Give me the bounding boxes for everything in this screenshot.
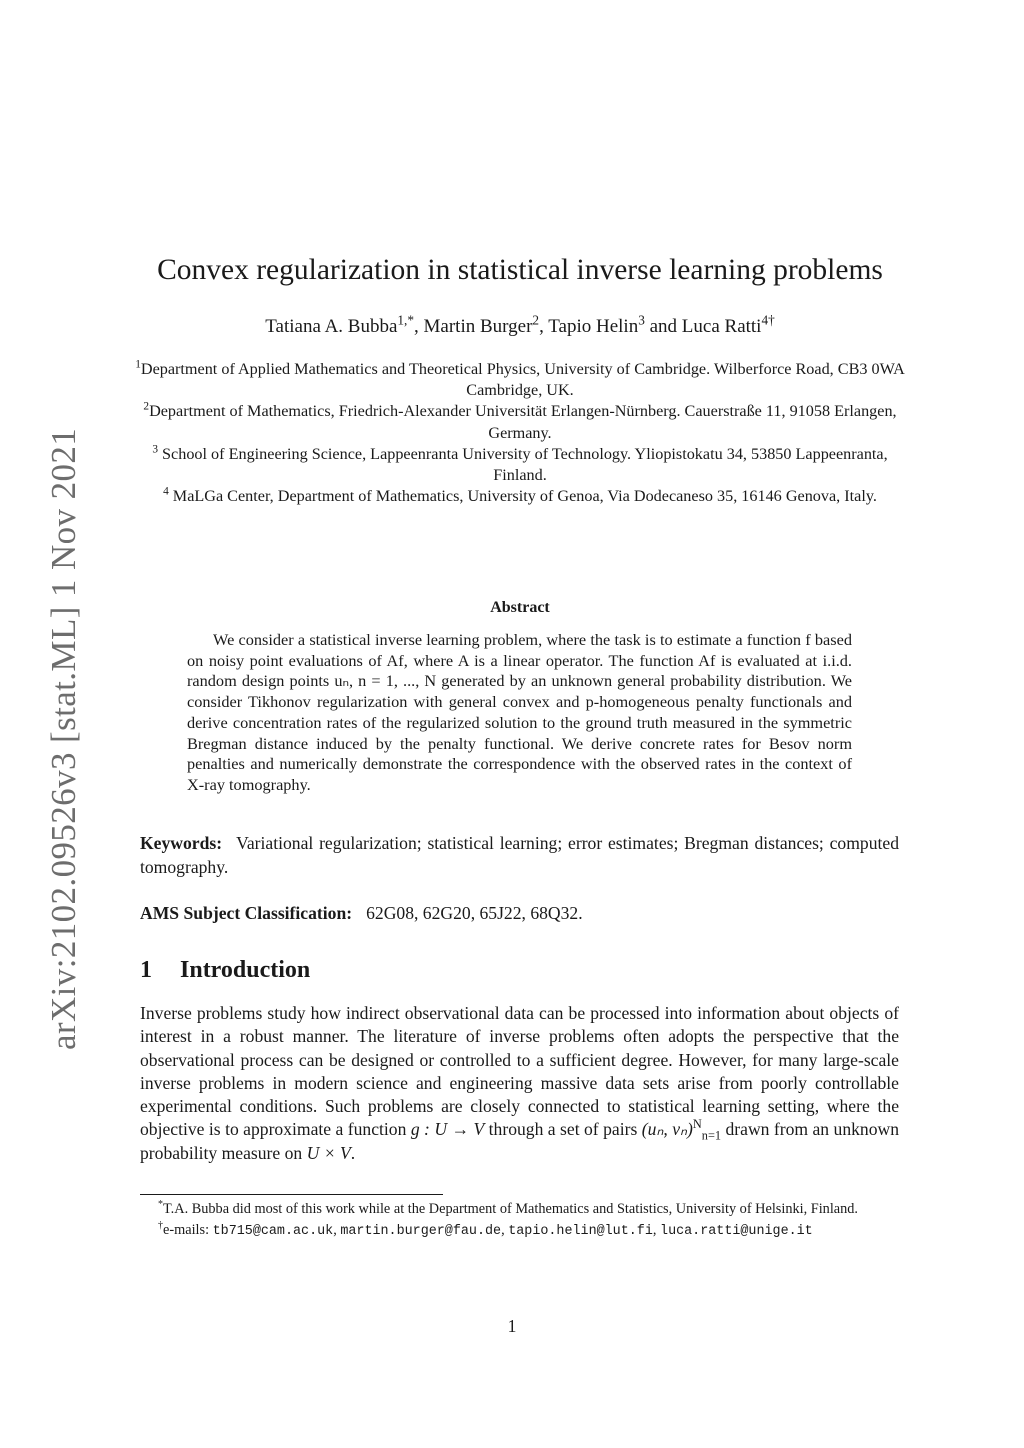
author-list: [120, 312, 920, 339]
ams-classification: [140, 902, 899, 926]
abstract-heading: Abstract: [490, 599, 550, 616]
math-pairs-lower: n=1: [701, 1129, 722, 1143]
author-name: Martin Burger: [423, 316, 533, 337]
footnote-emails: [140, 1221, 899, 1241]
author-mark: 4†: [761, 312, 775, 328]
affiliation-mark: 4: [163, 485, 169, 498]
paper-title: Convex regularization in statistical inverse learning problems: [157, 254, 883, 286]
keywords-label: Keywords:: [140, 833, 223, 853]
section-title: Introduction: [180, 957, 311, 983]
affiliation-text: Department of Mathematics, Friedrich-Alexander Universität Erlangen-Nürnberg. Cauerstraße 11, 91058 Erlangen, Germany.: [149, 402, 897, 442]
affiliation-text: MaLGa Center, Department of Mathematics, University of Genoa, Via Dodecaneso 35, 16146 Genova, Italy.: [168, 487, 877, 506]
affiliation-mark: 3: [152, 443, 158, 456]
section-number: 1: [140, 957, 152, 983]
email-link[interactable]: martin.burger@fau.de: [340, 1224, 502, 1239]
arxiv-stamp: arXiv:2102.09526v3 [stat.ML] 1 Nov 2021: [44, 427, 83, 1050]
intro-text: drawn from an unknown probability measure on: [140, 1119, 900, 1163]
keywords: [140, 832, 899, 879]
intro-text: .: [350, 1142, 356, 1163]
footnote-text: T.A. Bubba did most of this work while at the Department of Mathematics and Statistics, University of Helsinki, Finland.: [163, 1201, 859, 1217]
affiliation: [130, 486, 910, 507]
affiliation-list: [130, 359, 910, 507]
affiliation: [130, 401, 910, 443]
math-pairs-upper: N: [692, 1117, 702, 1132]
footnote-mark: †: [158, 1220, 163, 1232]
email-separator: ,: [652, 1222, 661, 1238]
abstract-text: We consider a statistical inverse learning problem, where the task is to estimate a function f based on noisy point evaluations of Af, where A is a linear operator. The function Af is evaluated at i.i.d. random design points uₙ, n = 1, ..., N generated by an unknown general probability distribution. We consider Tikhonov regularization with general convex and p-homogeneous penalty functionals and derive concentration rates of the regularized solution to the ground truth measured in the symmetric Bregman distance induced by the penalty functional. We derive concrete rates for Besov norm penalties and numerically demonstrate the correspondence with the observed rates in the context of X-ray tomography.: [187, 630, 852, 794]
author-separator: ,: [414, 316, 424, 337]
author-mark: 3: [638, 312, 645, 328]
affiliation-text: Department of Applied Mathematics and Theoretical Physics, University of Cambridge. Wilberforce Road, CB3 0WA Cambridge, UK.: [140, 360, 905, 400]
math-space: U × V: [306, 1142, 351, 1163]
abstract: [187, 630, 852, 796]
page-number: 1: [507, 1316, 517, 1336]
ams-text: 62G08, 62G20, 65J22, 68Q32.: [366, 903, 583, 923]
affiliation: [130, 359, 910, 401]
affiliation-mark: 2: [143, 401, 150, 414]
ams-label: AMS Subject Classification:: [140, 903, 353, 923]
affiliation-mark: 1: [135, 358, 141, 371]
math-pairs: (uₙ, vₙ): [641, 1119, 693, 1140]
affiliation-text: School of Engineering Science, Lappeenranta University of Technology. Yliopistokatu 34, 53850 Lappeenranta, Finland.: [158, 444, 888, 485]
intro-text: through a set of pairs: [484, 1119, 642, 1140]
author-name: Luca Ratti: [681, 316, 762, 337]
email-separator: ,: [333, 1222, 341, 1238]
author-name: Tatiana A. Bubba: [265, 316, 398, 337]
footnote-rule: [140, 1194, 443, 1195]
math-function: g : U → V: [410, 1119, 485, 1140]
intro-paragraph: [140, 1002, 899, 1165]
author-name: Tapio Helin: [548, 316, 639, 337]
email-link[interactable]: luca.ratti@unige.it: [660, 1224, 813, 1239]
section-heading: [140, 955, 310, 985]
keywords-text: Variational regularization; statistical learning; error estimates; Bregman distances; computed tomography.: [140, 833, 899, 877]
email-link[interactable]: tapio.helin@lut.fi: [508, 1224, 653, 1239]
intro-text: Inverse problems study how indirect observational data can be processed into information about objects of interest in a robust manner. The literature of inverse problems often adopts the perspective that the observational process can be designed or controlled to a sufficient degree. However, for many large-scale inverse problems in modern science and engineering massive data sets arise from poorly controllable experimental conditions. Such problems are closely connected to statistical learning setting, where the objective is to approximate a function: [140, 1003, 899, 1140]
author-separator: ,: [539, 316, 549, 337]
email-separator: ,: [501, 1222, 509, 1238]
footnote: [140, 1200, 899, 1219]
email-link[interactable]: tb715@cam.ac.uk: [212, 1224, 334, 1239]
author-separator: and: [644, 316, 682, 337]
author-mark: 1,*: [397, 312, 415, 328]
footnote-mark: *: [158, 1199, 163, 1211]
footnotes: [140, 1200, 899, 1241]
emails-label: e-mails:: [163, 1222, 213, 1238]
author-mark: 2: [532, 312, 540, 328]
affiliation: [130, 444, 910, 486]
